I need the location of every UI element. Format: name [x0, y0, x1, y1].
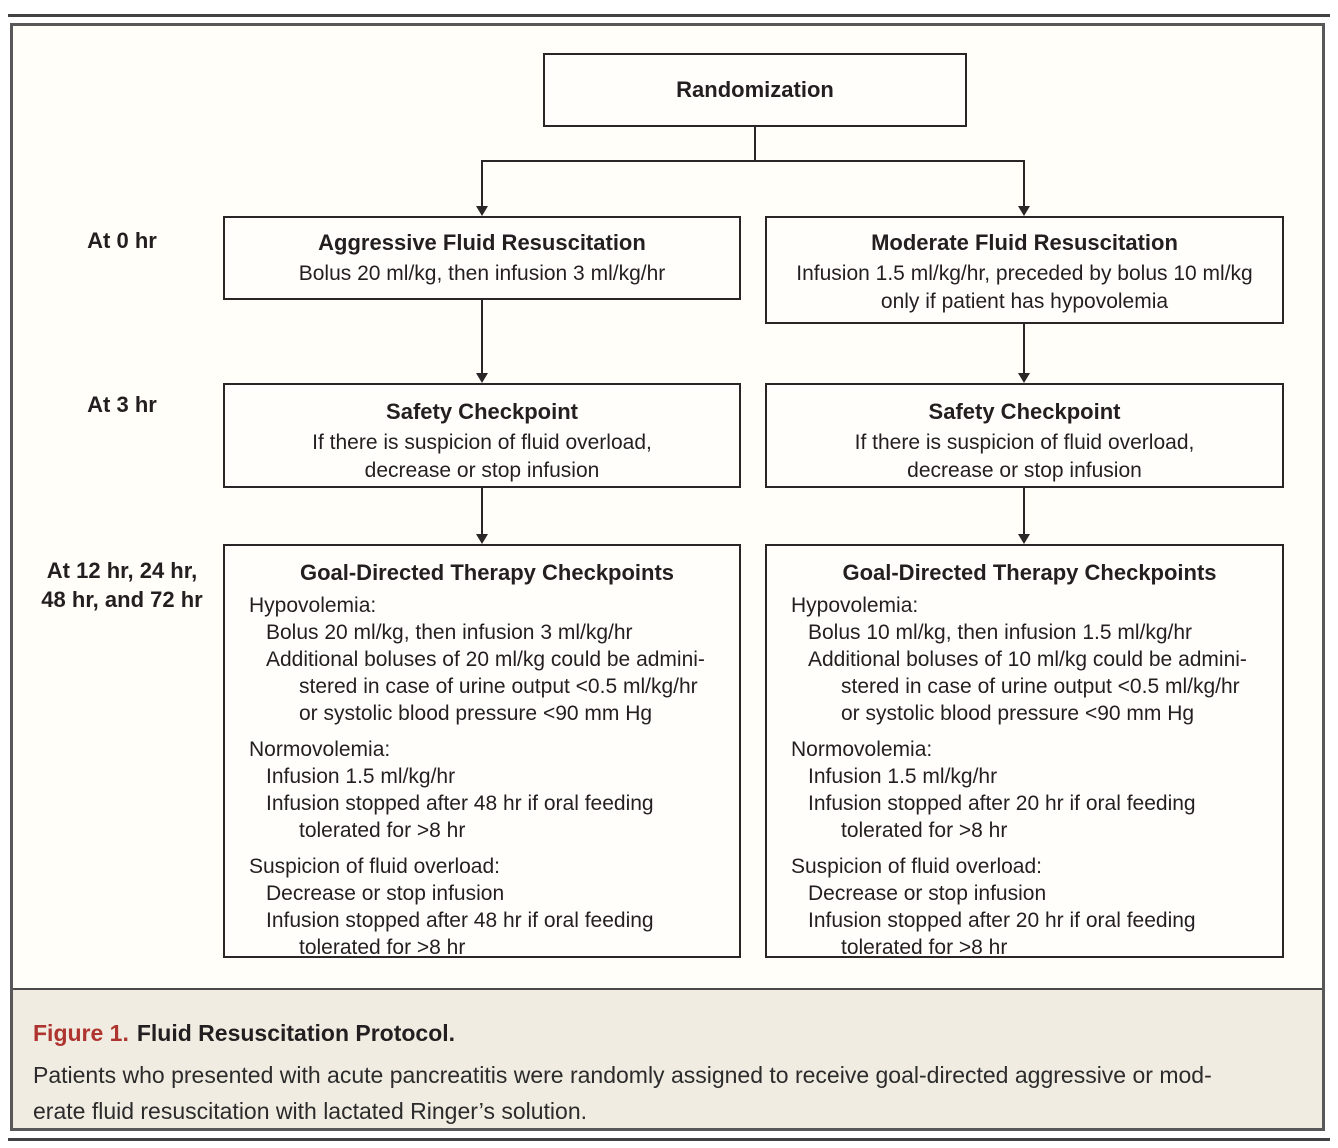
- time-label-12-72hr: [32, 556, 212, 614]
- goal-line: Infusion stopped after 20 hr if oral feeding: [808, 909, 1196, 932]
- arrow-to-moderate: [1023, 160, 1025, 206]
- time-label-line: At 12 hr, 24 hr,: [46, 558, 198, 583]
- time-label-3hr: [32, 390, 212, 419]
- goal-line: Bolus 10 ml/kg, then infusion 1.5 ml/kg/hr: [808, 621, 1193, 644]
- arrow-to-aggressive: [481, 160, 483, 206]
- time-label-line: At 0 hr: [87, 228, 157, 253]
- arrowhead-icon: [476, 534, 488, 544]
- randomization-box: [543, 53, 967, 127]
- bottom-rule: [8, 1138, 1330, 1141]
- goal-line: Normovolemia:: [249, 738, 391, 761]
- goal-line: tolerated for >8 hr: [841, 936, 1008, 959]
- goal-line: or systolic blood pressure <90 mm Hg: [841, 702, 1195, 725]
- time-label-0hr: [32, 226, 212, 255]
- goal-line: Additional boluses of 10 ml/kg could be admini-: [808, 648, 1247, 671]
- box-body: [225, 429, 739, 485]
- goal-line: Suspicion of fluid overload:: [791, 855, 1042, 878]
- goal-line: Suspicion of fluid overload:: [249, 855, 500, 878]
- arrow-left-goal: [481, 488, 483, 534]
- box-body-line: Bolus 20 ml/kg, then infusion 3 ml/kg/hr: [298, 262, 666, 285]
- arrow-right-goal: [1023, 488, 1025, 534]
- box-body-line: decrease or stop infusion: [907, 459, 1142, 482]
- box-body-line: If there is suspicion of fluid overload,: [312, 431, 652, 454]
- top-rule: [8, 14, 1330, 17]
- box-title: Aggressive Fluid Resuscitation: [318, 230, 646, 255]
- goal-content: [249, 592, 725, 961]
- caption-heading: [33, 1020, 1298, 1047]
- arrowhead-icon: [476, 206, 488, 216]
- moderate-resuscitation-box: [765, 216, 1284, 324]
- goal-directed-box-left: [223, 544, 741, 958]
- box-title: Safety Checkpoint: [928, 399, 1121, 424]
- goal-line: Infusion 1.5 ml/kg/hr: [266, 765, 456, 788]
- goal-line: Infusion stopped after 48 hr if oral feeding: [266, 909, 654, 932]
- arrowhead-icon: [476, 373, 488, 383]
- box-body-line: If there is suspicion of fluid overload,: [854, 431, 1195, 454]
- arrow-left-safety: [481, 300, 483, 373]
- goal-line: Additional boluses of 20 ml/kg could be admini-: [266, 648, 705, 671]
- caption-line: Patients who presented with acute pancreatitis were randomly assigned to receive goal-directed aggressive or mod-: [33, 1062, 1212, 1088]
- goal-line: stered in case of urine output <0.5 ml/kg/hr: [841, 675, 1240, 698]
- goal-line: Infusion stopped after 20 hr if oral feeding: [808, 792, 1196, 815]
- box-title: Goal-Directed Therapy Checkpoints: [842, 560, 1217, 585]
- goal-line: Infusion stopped after 48 hr if oral feeding: [266, 792, 654, 815]
- time-label-line: 48 hr, and 72 hr: [41, 587, 203, 612]
- time-label-line: At 3 hr: [87, 392, 157, 417]
- goal-line: stered in case of urine output <0.5 ml/kg/hr: [299, 675, 698, 698]
- safety-checkpoint-box-left: [223, 383, 741, 488]
- arrowhead-icon: [1018, 534, 1030, 544]
- aggressive-resuscitation-box: [223, 216, 741, 300]
- box-body-line: decrease or stop infusion: [364, 459, 600, 482]
- figure-frame: [10, 23, 1325, 1131]
- caption-line: erate fluid resuscitation with lactated Ringer’s solution.: [33, 1098, 587, 1124]
- goal-directed-box-right: [765, 544, 1284, 958]
- connector-stub: [754, 127, 756, 161]
- goal-line: Bolus 20 ml/kg, then infusion 3 ml/kg/hr: [266, 621, 633, 644]
- figure-number: Figure 1.: [33, 1020, 129, 1046]
- arrow-right-safety: [1023, 324, 1025, 373]
- goal-content: [791, 592, 1268, 961]
- box-body-line: Infusion 1.5 ml/kg/hr, preceded by bolus 10 ml/kg: [796, 262, 1253, 285]
- figure-title: Fluid Resuscitation Protocol.: [136, 1020, 456, 1046]
- box-title: Safety Checkpoint: [386, 399, 578, 424]
- randomization-label: Randomization: [676, 77, 834, 102]
- box-body: [767, 260, 1282, 316]
- connector-split: [481, 160, 1025, 162]
- goal-line: tolerated for >8 hr: [299, 936, 466, 959]
- goal-line: Decrease or stop infusion: [266, 882, 505, 905]
- goal-line: Normovolemia:: [791, 738, 933, 761]
- arrowhead-icon: [1018, 206, 1030, 216]
- goal-line: tolerated for >8 hr: [841, 819, 1008, 842]
- box-body: [767, 429, 1282, 485]
- figure-caption: [13, 988, 1322, 1128]
- protocol-flowchart: [13, 26, 1322, 988]
- box-body-line: only if patient has hypovolemia: [880, 290, 1169, 313]
- arrowhead-icon: [1018, 373, 1030, 383]
- figure-description: [33, 1057, 1298, 1129]
- goal-line: Hypovolemia:: [249, 594, 377, 617]
- box-title: Moderate Fluid Resuscitation: [871, 230, 1178, 255]
- goal-line: or systolic blood pressure <90 mm Hg: [299, 702, 653, 725]
- goal-line: Decrease or stop infusion: [808, 882, 1047, 905]
- safety-checkpoint-box-right: [765, 383, 1284, 488]
- goal-line: Hypovolemia:: [791, 594, 919, 617]
- box-body: [225, 260, 739, 288]
- box-title: Goal-Directed Therapy Checkpoints: [299, 560, 675, 585]
- goal-line: tolerated for >8 hr: [299, 819, 466, 842]
- goal-line: Infusion 1.5 ml/kg/hr: [808, 765, 998, 788]
